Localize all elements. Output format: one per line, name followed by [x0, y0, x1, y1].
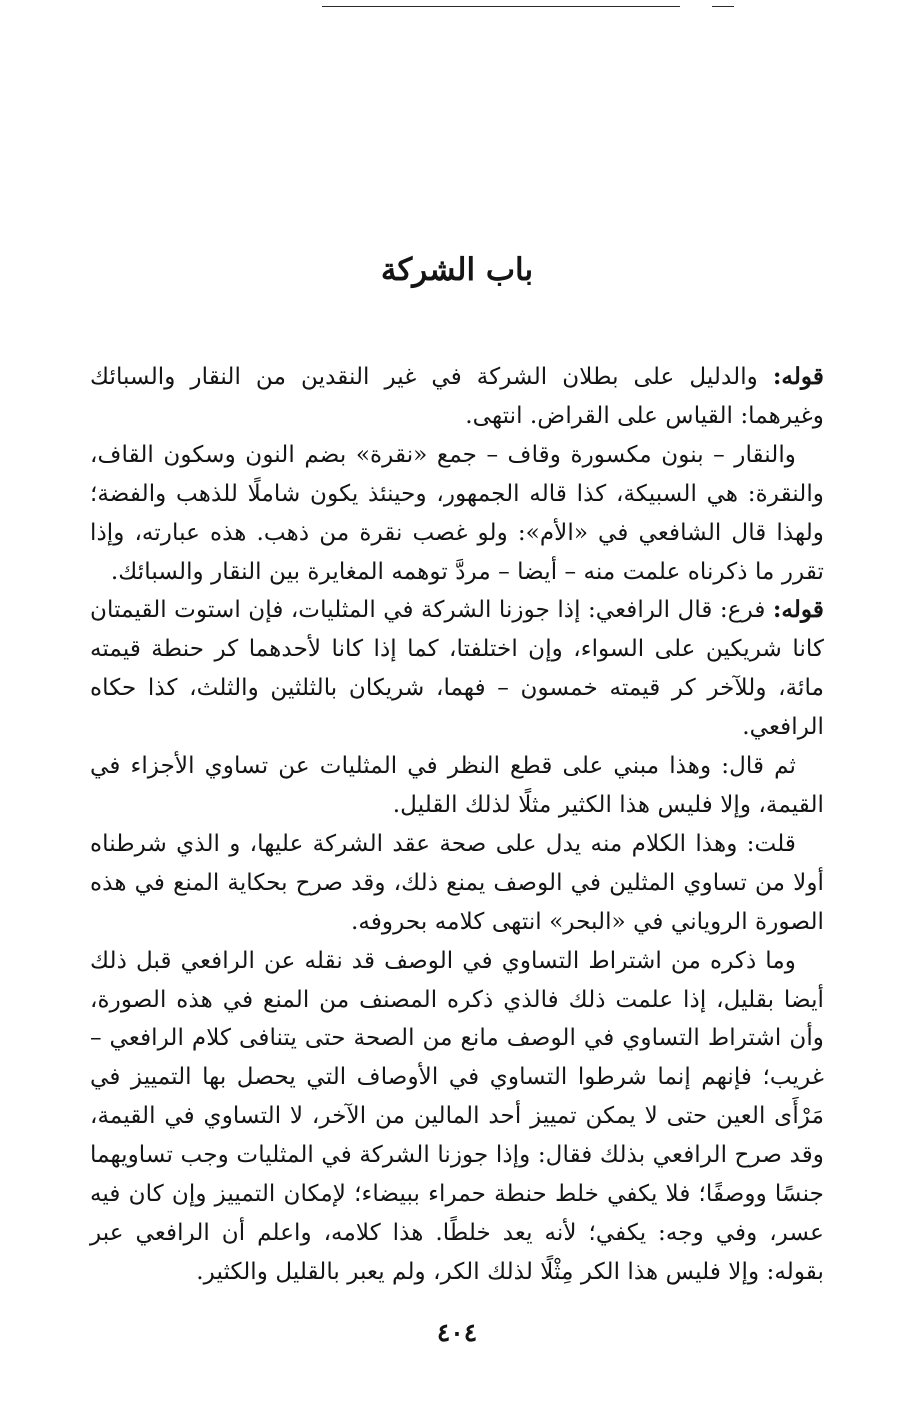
chapter-title: باب الشركة	[380, 252, 534, 288]
page-number: ٤٠٤	[436, 1318, 478, 1347]
paragraph	[90, 825, 824, 942]
paragraph-text: والنقار – بنون مكسورة وقاف – جمع «نقرة» بضم النون وسكون القاف، والنقرة: هي السبيكة، كذا قاله الجمهور، وحينئذ يكون شاملًا للذهب والفضة؛ ولهذا قال الشافعي في «الأم»: ولو غصب نقرة من ذهب. هذه عبارته، وإذا تقرر ما ذكرناه علمت منه – أيضا – مردَّ توهمه المغايرة بين النقار والسبائك.	[90, 440, 824, 585]
paragraph-lead: قوله:	[772, 596, 824, 624]
paragraph-text: قلت: وهذا الكلام منه يدل على صحة عقد الشركة عليها، و الذي شرطناه أولا من تساوي المثلين في الوصف يمنع ذلك، وقد صرح بحكاية المنع في هذه الصورة الروياني في «البحر» انتهى كلامه بحروفه.	[90, 829, 824, 935]
paragraph-text: ثم قال: وهذا مبني على قطع النظر في المثليات عن تساوي الأجزاء في القيمة، وإلا فليس هذا الكثير مثلًا لذلك القليل.	[90, 752, 824, 818]
paragraph	[90, 436, 824, 592]
paragraph-lead: قوله:	[772, 363, 824, 390]
paragraph	[90, 358, 824, 436]
paragraph-text: والدليل على بطلان الشركة في غير النقدين من النقار والسبائك وغيرهما: القياس على القراض. انتهى.	[90, 363, 824, 429]
paragraph	[90, 747, 824, 825]
paragraph	[90, 942, 824, 1292]
header-rule-right	[712, 6, 734, 7]
paragraph-text: فرع: قال الرافعي: إذا جوزنا الشركة في المثليات، فإن استوت القيمتان كانا شريكين على السواء، وإن اختلفتا، كما إذا كانا لأحدهما كر حنطة قيمته مائة، وللآخر كر قيمته خمسون – فهما، شريكان بالثلثين والثلث، كذا حكاه الرافعي.	[90, 596, 824, 741]
paragraph	[90, 591, 824, 747]
header-rule-left	[322, 6, 680, 7]
paragraph-text: وما ذكره من اشتراط التساوي في الوصف قد نقله عن الرافعي قبل ذلك أيضا بقليل، إذا علمت ذلك فالذي ذكره المصنف من المنع في هذه الصورة، وأن اشتراط التساوي في الوصف مانع من الصحة حتى يتنافى كلام الرافعي – غريب؛ فإنهم إنما شرطوا التساوي في الأوصاف التي يحصل بها التمييز في مَرْأَى العين حتى لا يمكن تمييز أحد المالين من الآخر، لا التساوي في القيمة، وقد صرح الرافعي بذلك فقال: وإذا جوزنا الشركة في المثليات وجب تساويهما جنسًا ووصفًا؛ فلا يكفي خلط حنطة حمراء ببيضاء؛ لإمكان التمييز وإن كان فيه عسر، وفي وجه: يكفي؛ لأنه يعد خلطًا. هذا كلامه، واعلم أن الرافعي عبر بقوله: وإلا فليس هذا الكر مِثْلًا لذلك الكر، ولم يعبر بالقليل والكثير.	[90, 946, 824, 1285]
body-text	[90, 358, 824, 1292]
